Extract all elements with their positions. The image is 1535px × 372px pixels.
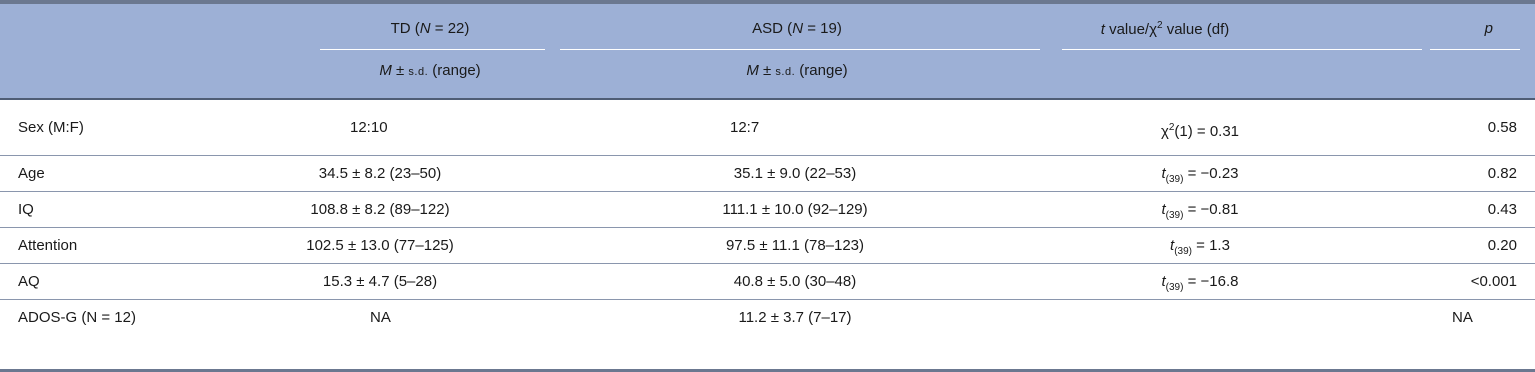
header-rule-stat: [1062, 49, 1422, 50]
header-stat-rest: value (df): [1162, 21, 1230, 38]
row-stat-df: (39): [1165, 282, 1184, 293]
row-label: Age: [18, 165, 45, 182]
row-stat-df: (39): [1165, 174, 1184, 185]
row-asd: 40.8 ± 5.0 (30–48): [733, 273, 857, 290]
header-rule-p: [1430, 49, 1520, 50]
row-stat-df: (39): [1165, 210, 1184, 221]
subheader-td-sd: s.d.: [408, 66, 429, 78]
row-stat: [1080, 264, 1320, 299]
row-p: <0.001: [1470, 273, 1517, 290]
row-p: 0.58: [1487, 119, 1517, 136]
header-td-n: N: [419, 20, 431, 37]
row-p: 0.82: [1487, 165, 1517, 182]
table-row: [0, 192, 1535, 228]
header-td: TD (N = 22): [390, 20, 470, 37]
header-asd-label: ASD: [752, 20, 784, 37]
header-stat: [1050, 20, 1280, 38]
subheader-td-range: (range): [428, 62, 481, 79]
subheader-td-pm: ±: [396, 62, 409, 79]
row-p: NA: [1452, 309, 1473, 326]
subheader-asd-sd: s.d.: [775, 66, 796, 78]
header-p: [1485, 20, 1493, 37]
row-td: NA: [370, 309, 391, 326]
row-p: 0.20: [1487, 237, 1517, 254]
table-row: [0, 156, 1535, 192]
header-stat-label: value/χ: [1104, 21, 1157, 38]
row-stat-t: t: [1161, 165, 1166, 182]
row-asd: 35.1 ± 9.0 (22–53): [733, 165, 857, 182]
row-label: ADOS-G (N = 12): [18, 309, 136, 326]
subheader-td: [330, 62, 530, 79]
header-td-label: TD: [390, 20, 411, 37]
subheader-asd-range: (range): [795, 62, 848, 79]
row-stat: [1080, 192, 1320, 227]
row-stat-chi: χ: [1160, 123, 1169, 140]
row-td: 102.5 ± 13.0 (77–125): [306, 237, 454, 254]
row-asd: 11.2 ± 3.7 (7–17): [738, 309, 852, 326]
row-stat-t: t: [1161, 201, 1166, 218]
subheader-asd: [697, 62, 897, 79]
row-label: Sex (M:F): [18, 119, 84, 136]
header-stat-sup: 2: [1156, 20, 1163, 31]
row-stat-value: = 1.3: [1192, 237, 1230, 254]
row-stat-value: = −0.23: [1183, 165, 1239, 182]
header-asd-n: N: [792, 20, 804, 37]
header-asd: ASD (N = 19): [752, 20, 842, 37]
row-stat-t: t: [1161, 273, 1166, 290]
header-td-n-value: = 22): [434, 20, 470, 37]
row-td: 15.3 ± 4.7 (5–28): [322, 273, 438, 290]
header-asd-n-value: = 19): [807, 20, 842, 37]
row-asd: 97.5 ± 11.1 (78–123): [725, 237, 865, 254]
row-asd: 111.1 ± 10.0 (92–129): [722, 201, 868, 218]
table-row: [0, 264, 1535, 300]
row-stat-value: = −16.8: [1183, 273, 1239, 290]
row-td: 108.8 ± 8.2 (89–122): [310, 201, 450, 218]
row-stat-value: (1) = 0.31: [1174, 123, 1240, 140]
row-label: Attention: [18, 237, 78, 254]
row-label: AQ: [18, 273, 40, 290]
row-asd: 12:7: [730, 119, 760, 136]
table-header: [0, 4, 1535, 100]
row-td: 34.5 ± 8.2 (23–50): [318, 165, 442, 182]
header-rule-asd: [560, 49, 1040, 50]
row-td: 12:10: [350, 119, 388, 136]
row-label: IQ: [18, 201, 34, 218]
subheader-asd-m: M: [746, 62, 759, 79]
header-stat-t: t: [1100, 21, 1105, 38]
subheader-asd-pm: ±: [763, 62, 776, 79]
row-stat-value: = −0.81: [1183, 201, 1239, 218]
table-row: [0, 228, 1535, 264]
table-row: [0, 100, 1535, 156]
row-p: 0.43: [1487, 201, 1517, 218]
subheader-td-m: M: [379, 62, 392, 79]
row-stat: [1080, 228, 1320, 263]
row-stat-sup: 2: [1168, 122, 1175, 133]
row-stat-t: t: [1170, 237, 1175, 254]
header-rule-td: [320, 49, 545, 50]
row-stat: [1080, 156, 1320, 191]
row-stat-df: (39): [1174, 246, 1192, 257]
table-row: [0, 300, 1535, 336]
row-stat: [1080, 110, 1320, 145]
header-p-label: p: [1484, 20, 1493, 37]
